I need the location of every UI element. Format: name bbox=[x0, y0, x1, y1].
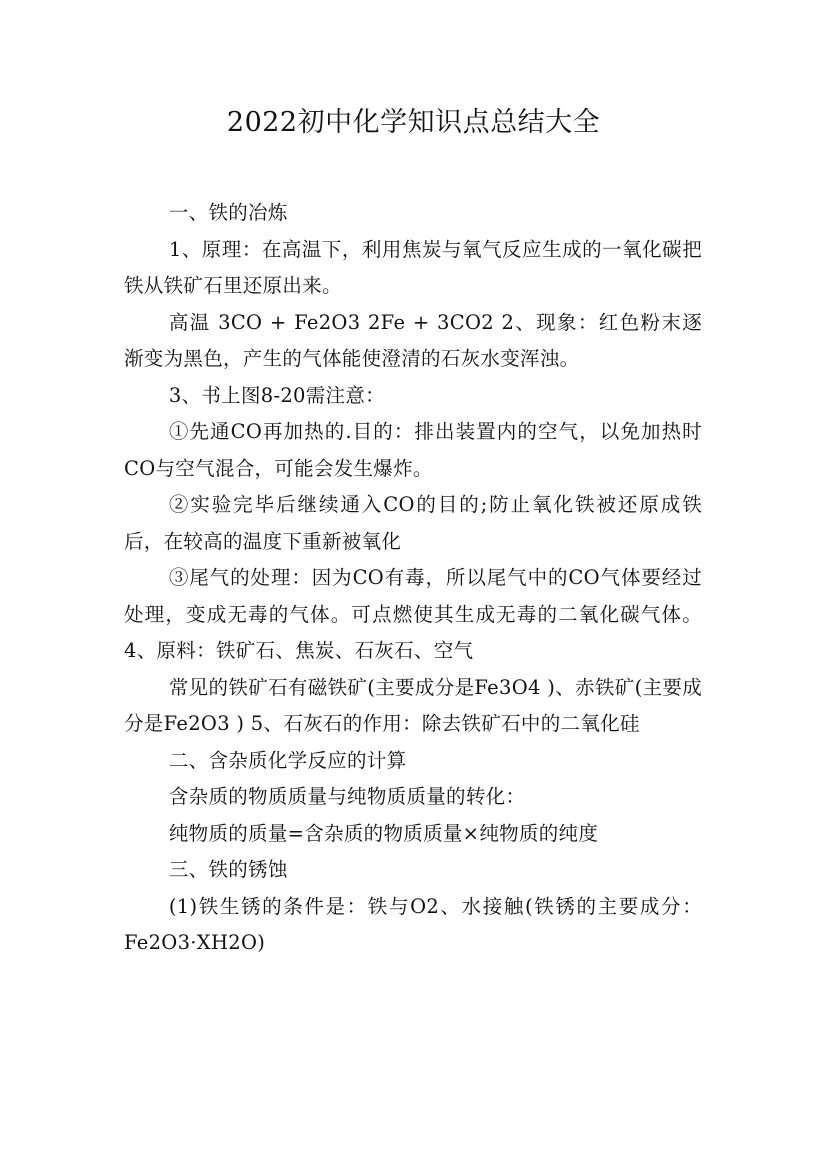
paragraph-note-3: ③尾气的处理：因为CO有毒，所以尾气中的CO气体要经过处理，变成无毒的气体。可点燃使其生成无毒的二氧化碳气体。 4、原料：铁矿石、焦炭、石灰石、空气 bbox=[124, 566, 702, 662]
paragraph-iron-ores: 常见的铁矿石有磁铁矿(主要成分是Fe3O4 )、赤铁矿(主要成分是Fe2O3 ) 5、石灰石的作用：除去铁矿石中的二氧化硅 bbox=[124, 675, 702, 735]
section-heading-rust: 三、铁的锈蚀 bbox=[168, 858, 288, 881]
section-heading-iron-smelting: 一、铁的冶炼 bbox=[168, 201, 288, 224]
document-body bbox=[124, 195, 702, 962]
paragraph-formula: 纯物质的质量=含杂质的物质质量×纯物质的纯度 bbox=[168, 821, 599, 845]
paragraph-rust-conditions: (1)铁生锈的条件是：铁与O2、水接触(铁锈的主要成分：Fe2O3·XH2O) bbox=[124, 894, 702, 954]
paragraph-note-2: ②实验完毕后继续通入CO的目的;防止氧化铁被还原成铁后，在较高的温度下重新被氧化 bbox=[124, 493, 702, 553]
paragraph-conversion: 含杂质的物质质量与纯物质质量的转化： bbox=[168, 785, 526, 808]
section-heading-impurity-calc: 二、含杂质化学反应的计算 bbox=[168, 748, 407, 772]
paragraph-figure-note: 3、书上图8-20需注意： bbox=[168, 383, 385, 407]
paragraph-equation-phenomenon: 高温 3CO + Fe2O3 2Fe + 3CO2 2、现象：红色粉末逐渐变为黑色，产生的气体能使澄清的石灰水变浑浊。 bbox=[124, 310, 702, 370]
paragraph-note-1: ①先通CO再加热的.目的：排出装置内的空气，以免加热时CO与空气混合，可能会发生爆炸。 bbox=[124, 420, 702, 480]
paragraph-principle: 1、原理：在高温下，利用焦炭与氧气反应生成的一氧化碳把铁从铁矿石里还原出来。 bbox=[124, 237, 702, 297]
document-title: 2022初中化学知识点总结大全 bbox=[226, 107, 601, 138]
